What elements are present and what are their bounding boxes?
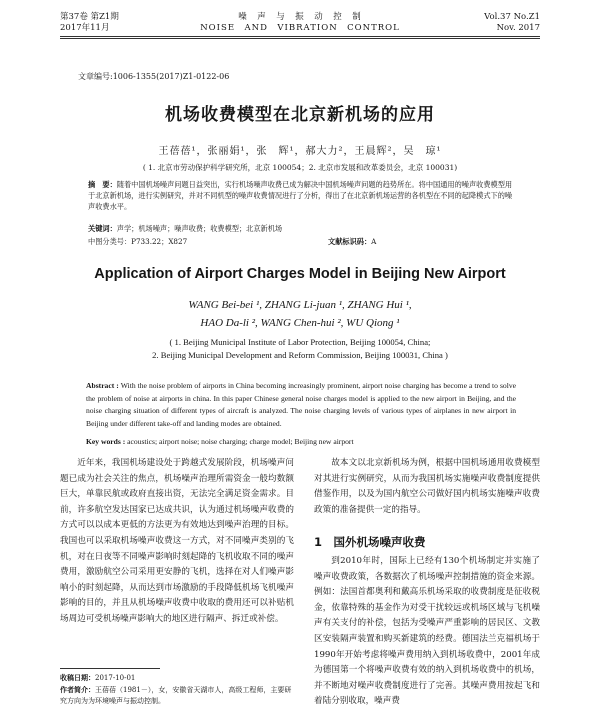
footnote-rule	[60, 668, 160, 669]
keywords-cn	[88, 224, 282, 234]
header-rule	[60, 36, 540, 37]
author-bio-text: 王蓓蓓（1981－），女，安徽省天湖市人，高级工程师，主要研究方向为为环境噪声与振动控制。	[60, 686, 292, 705]
abstract-text-cn: 随着中国机场噪声问题日益突出，实行机场噪声收费已成为解决中国机场噪声问题的趋势所在。将中国通用的噪声收费模型用于北京新机场，进行实例研究，并对不同机型的噪声收费情况进行了分析，得出了在北京新机场运营的各机型在不同的起降模式下的噪声收费水平。	[88, 180, 513, 211]
journal-volume	[60, 12, 119, 34]
article-number: 文章编号:1006-1355(2017)Z1-0122-06	[78, 72, 230, 81]
class-number: P733.22；X827	[131, 237, 188, 246]
issue-date-en: Nov. 2017	[496, 23, 540, 33]
keywords-text-en: acoustics; airport noise; noise charging; charge model; Beijing new airport	[127, 437, 354, 446]
volume-issue-en: Vol.37 No.Z1	[484, 12, 540, 22]
abstract-cn	[88, 179, 516, 212]
journal-name-cn: 噪 声 与 振 动 控 制	[238, 12, 362, 22]
received-label: 收稿日期：	[60, 673, 95, 682]
body-right-paragraph-1: 故本文以北京新机场为例，根据中国机场通用收费模型对其进行实例研究，从而为我国机场实施噪声收费制度提供借鉴作用，以及为国内航空公司做好国内机场实施噪声收费政策的准备提供一定的指导。	[314, 458, 540, 515]
abstract-label-cn: 摘 要：	[88, 180, 117, 189]
received-value: 2017-10-01	[95, 674, 136, 682]
journal-name	[150, 12, 450, 34]
journal-name-en: NOISE AND VIBRATION CONTROL	[200, 23, 400, 33]
affiliation-en	[60, 336, 540, 362]
keywords-text-cn: 声学；机场噪声；噪声收费；收费模型；北京新机场	[116, 224, 283, 233]
doc-code-label: 文献标识码：	[328, 237, 372, 246]
section-heading-1: 1 国外机场噪声收费	[314, 535, 426, 549]
footnote	[60, 672, 296, 707]
authors-en-line-2: HAO Da-li ², WANG Chen-hui ², WU Qiong ¹	[200, 317, 400, 329]
received-date	[60, 672, 296, 684]
authors-en	[60, 296, 540, 332]
abstract-en	[86, 380, 516, 430]
author-bio-label: 作者简介：	[60, 685, 95, 694]
journal-volume-en	[484, 12, 540, 34]
page-title-cn: 机场收费模型在北京新机场的应用	[165, 105, 435, 125]
authors-cn: 王蓓蓓¹，张丽娟¹，张 辉¹，郝大力²，王晨辉²，吴 琼¹	[158, 146, 442, 157]
doc-code-value: A	[371, 237, 377, 246]
author-bio	[60, 684, 296, 707]
keywords-label-cn: 关键词：	[88, 224, 117, 233]
issue-date-cn: 2017年11月	[60, 23, 110, 33]
affiliation-en-line-1: ( 1. Beijing Municipal Institute of Labor Protection, Beijing 100054, China;	[169, 337, 431, 347]
authors-en-line-1: WANG Bei-bei ¹, ZHANG Li-juan ¹, ZHANG Hui ¹,	[188, 299, 412, 311]
body-right-paragraph-2: 到2010年时，国际上已经有130个机场制定并实施了噪声收费政策，各数据次了机场噪声控制措施的资金来源。例如：法国首都奥利和戴高乐机场采取的收费制度是征收税金，依靠特殊的基金作为对受干扰较远或机场区域与飞机噪声有关支付的补偿，包括为受噪声严重影响的居民区、文教区安装隔声装置和购买新建筑的经费。德国法兰克福机场于1990年开始考虑将噪声费用纳入到机场收费中，2001年成为德国第一个将噪声收费有效的纳入到机场收费中的机场，并不断地对噪声收费制度进行了完善。其噪声费用按起飞和着陆分别收取，噪声费	[314, 556, 540, 707]
affiliation-cn: ( 1. 北京市劳动保护科学研究所，北京 100054；2. 北京市发展和改革委员会，北京 100031)	[142, 163, 458, 172]
abstract-text-en: With the noise problem of airports in China becoming increasingly prominent, airport noise charging has become a trend to solve the problem of noise at airports in china. In this paper Chinese general noise charges model is applied to the new airport in Beijing, and the noise charging situation of different types of aircraft is analyzed. The noise charging levels of various types of airplanes in new airport in Beijing under different take-off and landing modes are obtained.	[86, 381, 516, 428]
page-title-en: Application of Airport Charges Model in Beijing New Airport	[94, 266, 506, 282]
body-left-paragraph: 近年来，我国机场建设处于跨越式发展阶段，机场噪声问题已成为社会关注的焦点，机场噪声治理所需资金一般均数额巨大，单靠民航或政府直接出资，无法完全满足资金需求。目前，许多航空发达国家已达成共识，认为通过机场噪声收费的方式可以以成本更低的方法更为有效地达到噪声治理的目标。我国也可以采取机场噪声收费这一方式，对不同噪声类别的飞机，对在日夜等不同噪声影响时刻起降的飞机收取不同的噪声费用，激励航空公司采用更安静的飞机，选择在对人们噪声影响小的时刻起降，从而达到市场激励的手段降低机场飞机噪声影响的目的，并且从机场噪声收费中收取的费用还可以补贴机场周边可受机场噪声影响大的地区进行隔声、拆迁或补偿。	[60, 458, 294, 624]
class-label: 中图分类号：	[88, 237, 132, 246]
abstract-label-en: Abstract :	[86, 381, 119, 390]
classification-cn	[88, 237, 187, 247]
doc-code-cn	[328, 237, 376, 247]
header-rule-2	[60, 38, 540, 39]
volume-issue: 第37卷 第Z1期	[60, 12, 119, 22]
keywords-label-en: Key words :	[86, 437, 126, 446]
keywords-en	[86, 437, 354, 446]
affiliation-en-line-2: 2. Beijing Municipal Development and Reform Commission, Beijing 100031, China )	[152, 350, 448, 360]
